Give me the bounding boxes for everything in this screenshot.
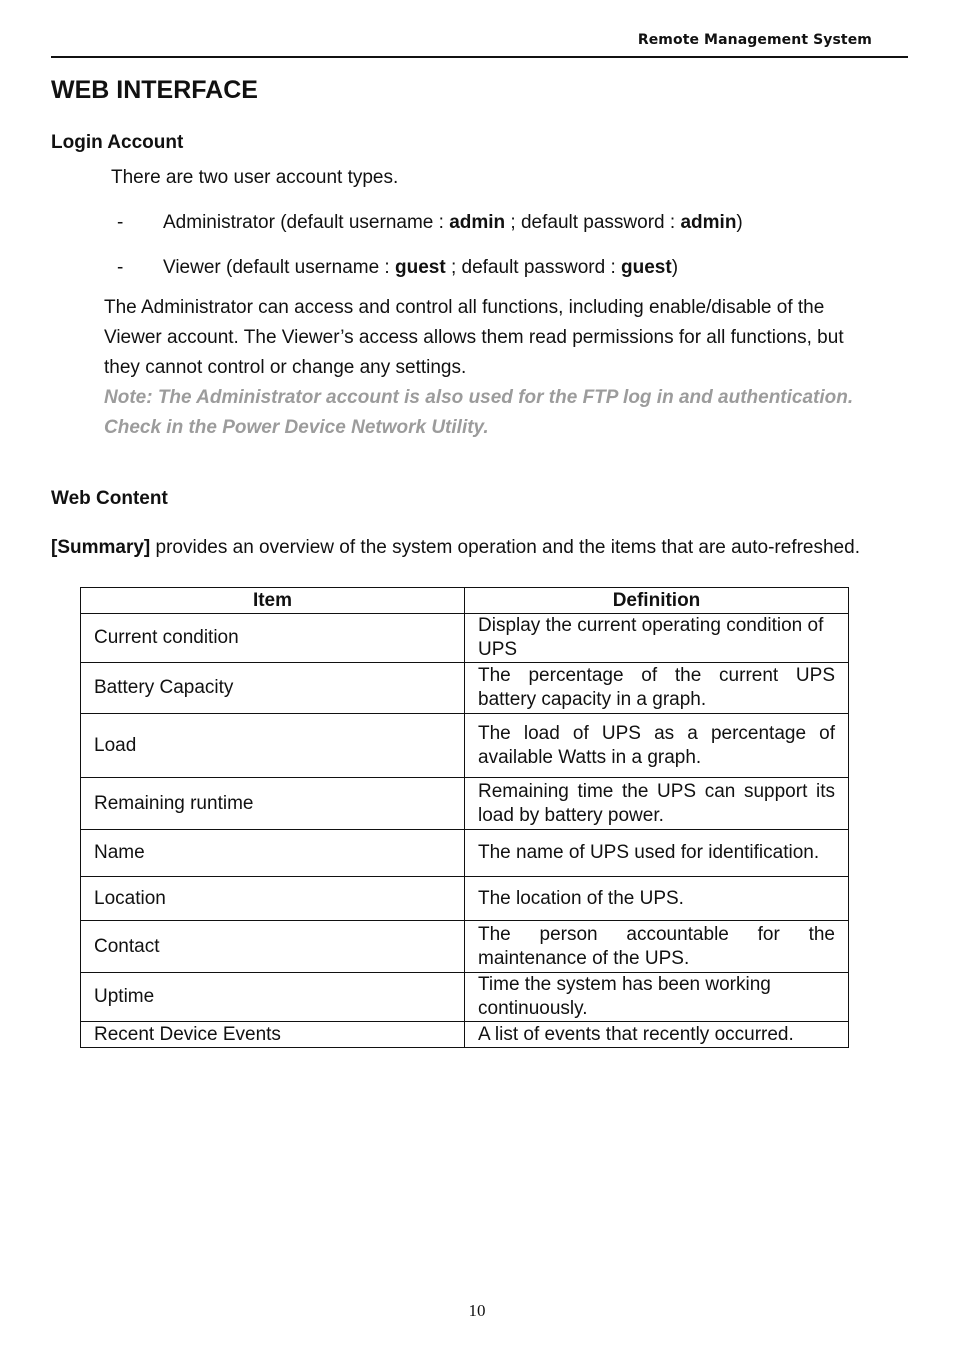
admin-password: admin (680, 212, 737, 233)
table-header-item: Item (81, 588, 465, 614)
table-cell-item: Name (81, 830, 465, 877)
table-row (81, 830, 849, 877)
table-cell-definition: The percentage of the current UPS battery capacity in a graph. (465, 663, 849, 714)
summary-label: [Summary] (51, 537, 151, 558)
table-cell-definition: The person accountable for the maintenance of the UPS. (465, 921, 849, 973)
description-line: they cannot control or change any settings. (104, 357, 467, 378)
table-row (81, 877, 849, 921)
table-row (81, 778, 849, 830)
table-row (81, 973, 849, 1022)
table-cell-definition: Display the current operating condition of UPS (465, 614, 849, 663)
table-cell-definition: The load of UPS as a percentage of available Watts in a graph. (465, 714, 849, 778)
table-header-definition: Definition (465, 588, 849, 614)
table-cell-definition: Remaining time the UPS can support its load by battery power. (465, 778, 849, 830)
table-cell-item: Contact (81, 921, 465, 973)
bullet-admin: Administrator (default username : admin ; default password : admin) (163, 212, 743, 233)
table-cell-definition: The location of the UPS. (465, 877, 849, 921)
login-description (104, 293, 904, 383)
table-row (81, 614, 849, 663)
table-row (81, 1022, 849, 1048)
login-note (104, 383, 914, 443)
bullet-dash-admin: - (117, 212, 124, 233)
admin-username: admin (449, 212, 506, 233)
login-account-heading: Login Account (51, 132, 184, 153)
running-header: Remote Management System (637, 32, 872, 48)
summary-paragraph: [Summary] provides an overview of the system operation and the items that are auto-refreshed. (51, 537, 860, 558)
bullet-dash-viewer: - (117, 257, 124, 278)
note-line: Note: The Administrator account is also used for the FTP log in and authentication. (104, 387, 854, 408)
table-cell-item: Current condition (81, 614, 465, 663)
table-cell-definition: A list of events that recently occurred. (465, 1022, 849, 1048)
section-title: WEB INTERFACE (51, 76, 258, 104)
table-cell-item: Remaining runtime (81, 778, 465, 830)
description-line: The Administrator can access and control all functions, including enable/disable of the (104, 297, 825, 318)
table-row (81, 663, 849, 714)
viewer-username: guest (395, 257, 446, 278)
login-intro: There are two user account types. (111, 167, 399, 188)
bullet-viewer: Viewer (default username : guest ; default password : guest) (163, 257, 679, 278)
header-rule (51, 56, 908, 58)
table-row (81, 714, 849, 778)
note-line: Check in the Power Device Network Utility. (104, 417, 489, 438)
table-cell-item: Load (81, 714, 465, 778)
table-cell-item: Uptime (81, 973, 465, 1022)
table-cell-item: Recent Device Events (81, 1022, 465, 1048)
table-cell-definition: Time the system has been working continuously. (465, 973, 849, 1022)
table-cell-definition: The name of UPS used for identification. (465, 830, 849, 877)
viewer-password: guest (621, 257, 672, 278)
summary-definition-table (80, 587, 849, 1048)
web-content-heading: Web Content (51, 488, 168, 509)
table-row (81, 921, 849, 973)
table-cell-item: Battery Capacity (81, 663, 465, 714)
description-line: Viewer account. The Viewer’s access allows them read permissions for all functions, but (104, 327, 844, 348)
table-cell-item: Location (81, 877, 465, 921)
page-number: 10 (468, 1301, 486, 1320)
